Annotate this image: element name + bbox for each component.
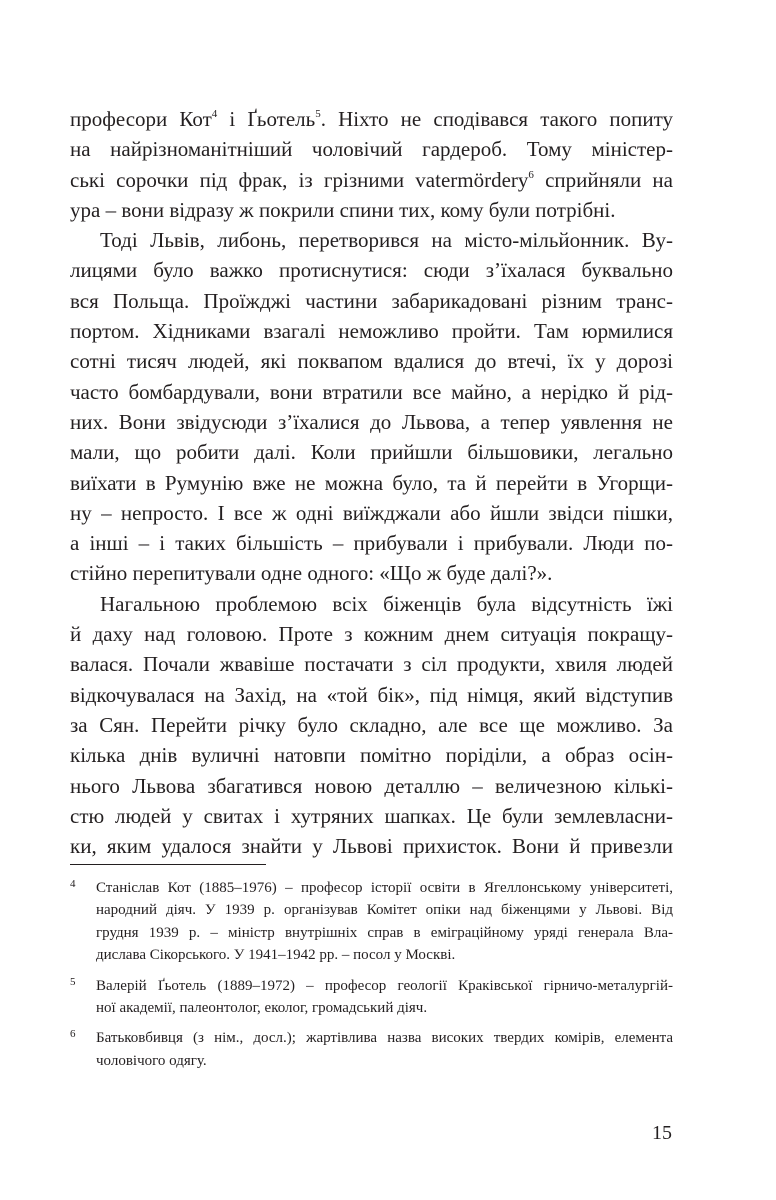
body-line-15: а інші – і таких більшість – прибували і прибували. Люди по- [70,531,673,556]
body-line-6: лицями було важко протиснутися: сюди з’їхалася буквально [70,258,673,283]
footnote-number: 4 [70,878,76,890]
body-line-22: кілька днів вуличні натовпи помітно поріділи, а образ осін- [70,743,673,768]
footnote-divider [70,864,266,865]
body-line-21: за Сян. Перейти річку було складно, але все ще можливо. За [70,712,673,737]
body-line-17: Нагальною проблемою всіх біженців була відсутність їжі [100,591,673,616]
footnote-4 [70,877,673,967]
body-line-14: ну – непросто. І все ж одні виїжджали або йшли звідси пішки, [70,500,673,525]
body-line-1: професори Кот$^4$ і Ґьотель$^5$. Ніхто не сподівався такого попиту [70,107,673,131]
body-line-18: й даху над головою. Проте з кожним днем ситуація покращу- [70,622,673,647]
body-line-8: портом. Хідниками взагалі неможливо пройти. Там юрмилися [70,319,673,344]
body-line-23: нього Львова збагатився новою деталлю – величезною кількі- [70,773,673,798]
footnote-line: Батьковбивця (з нім., досл.); жартівлива назва високих твердих комірів, елемента [96,1030,673,1047]
footnote-ref-4[interactable]: 4 [211,108,218,120]
footnote-line: дислава Сікорського. У 1941–1942 рр. – посол у Москві. [96,947,456,964]
body-line-24: стю людей у свитах і хутряних шапках. Це були землевласни- [70,803,673,828]
body-line-4: ура – вони відразу ж покрили спини тих, кому були потрібні. [70,197,616,222]
main-text [70,104,673,861]
footnotes [70,877,673,1080]
body-line-19: валася. Почали жвавіше постачати з сіл продукти, хвиля людей [70,652,673,677]
footnote-5 [70,975,673,1020]
body-line-2: на найрізноманітніший чоловічий гардероб. Тому міністер- [70,137,673,162]
body-line-9: сотні тисяч людей, які поквапом вдалися до втечі, їх у дорозі [70,349,673,374]
page-number: 15 [652,1122,672,1144]
footnote-line: Валерій Ґьотель (1889–1972) – професор геології Краківської гірничо-металургій- [96,977,673,994]
body-line-16: стійно перепитували одне одного: «Що ж буде далі?». [70,561,553,586]
body-line-12: мали, що робити далі. Коли прийшли більшовики, легально [70,440,673,465]
footnote-line: народний діяч. У 1939 р. організував Комітет опіки над біженцями у Львові. Від [96,902,673,919]
footnote-ref-5[interactable]: 5 [315,108,321,120]
footnote-line: чоловічого одягу. [96,1052,207,1069]
body-line-5: Тоді Львів, либонь, перетворився на місто-мільйонник. Ву- [100,228,673,253]
body-line-13: виїхати в Румунію вже не можна було, та й перейти в Угорщи- [70,470,673,495]
body-line-25: ки, яким удалося знайти у Львові прихисток. Вони й привезли [70,834,673,859]
footnote-line: грудня 1939 р. – міністр внутрішніх справ в еміграційному уряді генерала Вла- [96,924,673,941]
footnote-line: Станіслав Кот (1885–1976) – професор історії освіти в Ягеллонському університеті, [96,880,673,896]
footnote-ref-6[interactable]: 6 [528,168,534,181]
footnote-line: ної академії, палеонтолог, еколог, громадський діяч. [96,999,428,1016]
footnote-6 [70,1027,673,1072]
footnote-number: 5 [70,975,76,988]
body-line-20: відкочувалася на Захід, на «той бік», під німця, який відступив [70,682,673,707]
body-line-11: них. Вони звідусюди з’їхалися до Львова, а тепер уявлення не [70,409,673,434]
footnote-number: 6 [70,1028,76,1041]
body-line-3: ські сорочки під фрак, із грізними vatermördery$^6$ сприйняли на [70,167,673,192]
body-line-7: вся Польща. Проїжджі частини забарикадовані різним транс- [70,288,673,313]
body-line-10: часто бомбардували, вони втратили все майно, а нерідко й рід- [70,379,673,404]
